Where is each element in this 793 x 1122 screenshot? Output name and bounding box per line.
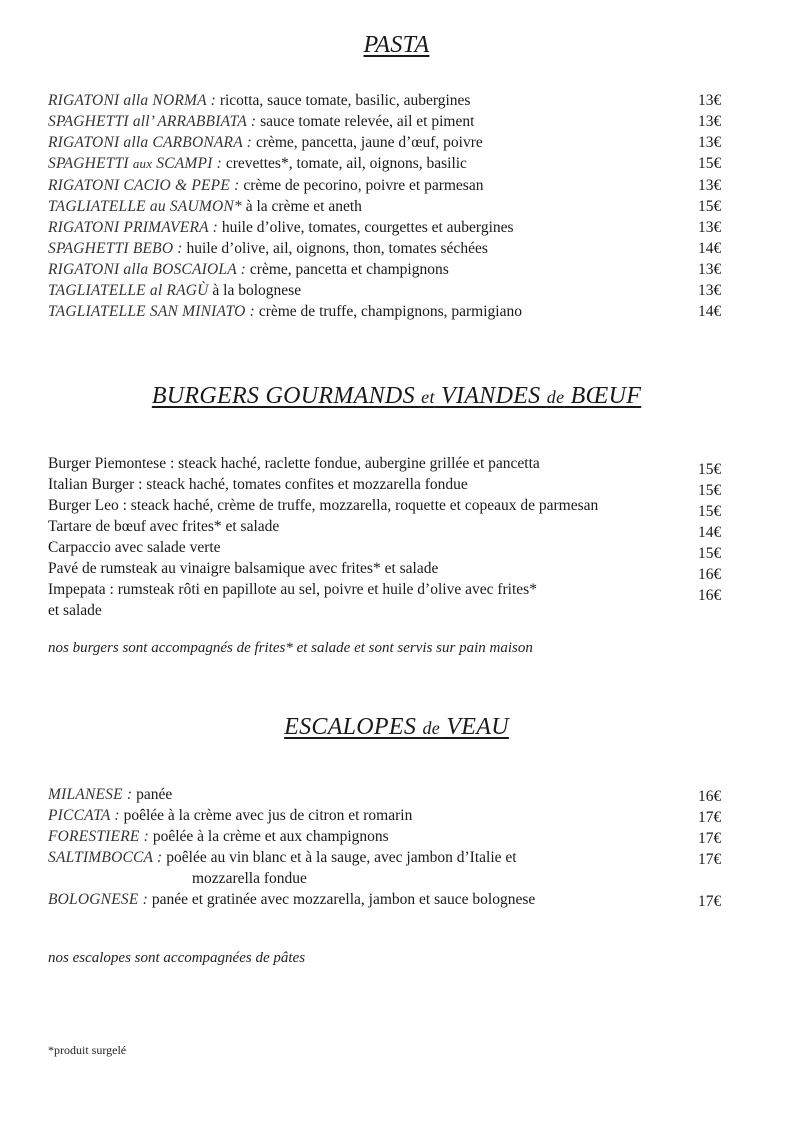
pasta-item [48, 132, 728, 153]
dish-name-part: aux [132, 156, 153, 171]
burger-item: Tartare de bœuf avec frites* et salade [48, 518, 280, 535]
escalope-item-continuation: mozzarella fondue [192, 870, 307, 887]
dish-description: panée et gratinée avec mozzarella, jambon et sauce bolognese [147, 891, 536, 908]
dish-price: 15€ [698, 198, 722, 215]
dish-name: PICCATA : [48, 807, 120, 824]
escalope-item [48, 826, 728, 847]
pasta-item [48, 153, 728, 174]
dish-description: poêlée à la crème et aux champignons [148, 828, 389, 845]
dish-name: TAGLIATELLE au SAUMON* [48, 198, 242, 215]
dish-price: 16€ [698, 587, 722, 604]
dish-description: huile d’olive, tomates, courgettes et aubergines [217, 219, 514, 236]
pasta-item [48, 280, 728, 301]
dish-price: 13€ [698, 177, 722, 194]
dish-price: 14€ [698, 303, 722, 320]
escalopes-note: nos escalopes sont accompagnées de pâtes [48, 950, 306, 966]
burgers-title-part: et [421, 387, 435, 407]
dish-name: RIGATONI alla NORMA : [48, 92, 216, 109]
dish-price: 17€ [698, 830, 722, 847]
dish-price: 15€ [698, 503, 722, 520]
escalope-item [48, 784, 728, 805]
burgers-title [0, 383, 793, 410]
dish-description: crème de truffe, champignons, parmigiano [254, 303, 522, 320]
dish-description: poêlée au vin blanc et à la sauge, avec jambon d’Italie et [162, 849, 517, 866]
escalopes-title-part: VEAU [440, 714, 509, 740]
pasta-item [48, 259, 728, 280]
dish-price: 13€ [698, 282, 722, 299]
dish-name-part: SCAMPI : [152, 155, 223, 172]
dish-description: ricotta, sauce tomate, basilic, aubergines [215, 92, 471, 109]
dish-name: RIGATONI CACIO & PEPE : [48, 177, 240, 194]
dish-name: FORESTIERE : [48, 828, 149, 845]
burgers-note: nos burgers sont accompagnés de frites* et salade et sont servis sur pain maison [48, 640, 533, 656]
pasta-item [48, 301, 728, 322]
dish-price: 15€ [698, 545, 722, 562]
escalope-item [48, 889, 728, 910]
burgers-title-part: de [546, 387, 565, 407]
dish-description: à la crème et aneth [241, 198, 362, 215]
dish-price: 13€ [698, 134, 722, 151]
dish-name: SPAGHETTI all’ ARRABBIATA : [48, 113, 257, 130]
dish-name: MILANESE : [48, 786, 133, 803]
escalope-item [48, 805, 728, 826]
dish-description: poêlée à la crème avec jus de citron et romarin [119, 807, 413, 824]
dish-description: crème, pancetta et champignons [246, 261, 449, 278]
dish-name-part: SPAGHETTI [48, 155, 133, 172]
dish-description: huile d’olive, ail, oignons, thon, tomates séchées [182, 240, 488, 257]
dish-description: crème, pancetta, jaune d’œuf, poivre [252, 134, 483, 151]
burger-item: Pavé de rumsteak au vinaigre balsamique avec frites* et salade [48, 560, 439, 577]
dish-price: 13€ [698, 113, 722, 130]
dish-price: 16€ [698, 566, 722, 583]
dish-name: RIGATONI PRIMAVERA : [48, 219, 218, 236]
dish-price: 17€ [698, 851, 722, 868]
burger-item: Carpaccio avec salade verte [48, 539, 221, 556]
dish-price: 15€ [698, 482, 722, 499]
dish-name: RIGATONI alla BOSCAIOLA : [48, 261, 247, 278]
dish-name: TAGLIATELLE al RAGÙ [48, 282, 209, 299]
escalopes-title [0, 714, 793, 741]
dish-price: 17€ [698, 893, 722, 910]
pasta-item [48, 196, 728, 217]
dish-name: SALTIMBOCCA : [48, 849, 163, 866]
escalopes-title-part: ESCALOPES [284, 714, 423, 740]
burger-item: Impepata : rumsteak rôti en papillote au sel, poivre et huile d’olive avec frites* [48, 581, 537, 598]
pasta-item [48, 238, 728, 259]
dish-name: BOLOGNESE : [48, 891, 148, 908]
pasta-item [48, 90, 728, 111]
dish-price: 14€ [698, 524, 722, 541]
pasta-title [0, 32, 793, 59]
dish-description: crème de pecorino, poivre et parmesan [239, 177, 484, 194]
footnote: *produit surgelé [48, 1043, 127, 1057]
pasta-item [48, 175, 728, 196]
burgers-title-part: VIANDES [434, 383, 547, 409]
pasta-item [48, 111, 728, 132]
dish-price: 15€ [698, 155, 722, 172]
dish-price: 17€ [698, 809, 722, 826]
burger-item-continuation: et salade [48, 602, 102, 619]
dish-price: 13€ [698, 219, 722, 236]
dish-description: à la bolognese [208, 282, 302, 299]
burgers-title-part: BŒUF [564, 383, 642, 409]
dish-price: 14€ [698, 240, 722, 257]
dish-name: RIGATONI alla CARBONARA : [48, 134, 253, 151]
dish-name: TAGLIATELLE SAN MINIATO : [48, 303, 255, 320]
dish-name [48, 155, 222, 172]
dish-name: SPAGHETTI BEBO : [48, 240, 183, 257]
burger-item: Italian Burger : steack haché, tomates confites et mozzarella fondue [48, 476, 468, 493]
dish-price: 13€ [698, 261, 722, 278]
escalope-item [48, 847, 728, 868]
pasta-item [48, 217, 728, 238]
dish-description: crevettes*, tomate, ail, oignons, basilic [222, 155, 467, 172]
dish-description: sauce tomate relevée, ail et piment [256, 113, 475, 130]
dish-price: 13€ [698, 92, 722, 109]
burger-item: Burger Leo : steack haché, crème de truffe, mozzarella, roquette et copeaux de parmesan [48, 497, 599, 514]
pasta-title-text: PASTA [363, 32, 430, 58]
burger-item: Burger Piemontese : steack haché, raclette fondue, aubergine grillée et pancetta [48, 455, 540, 472]
escalopes-title-part: de [422, 718, 441, 738]
dish-price: 15€ [698, 461, 722, 478]
dish-price: 16€ [698, 788, 722, 805]
burgers-title-part: BURGERS GOURMANDS [151, 383, 422, 409]
dish-description: panée [132, 786, 173, 803]
